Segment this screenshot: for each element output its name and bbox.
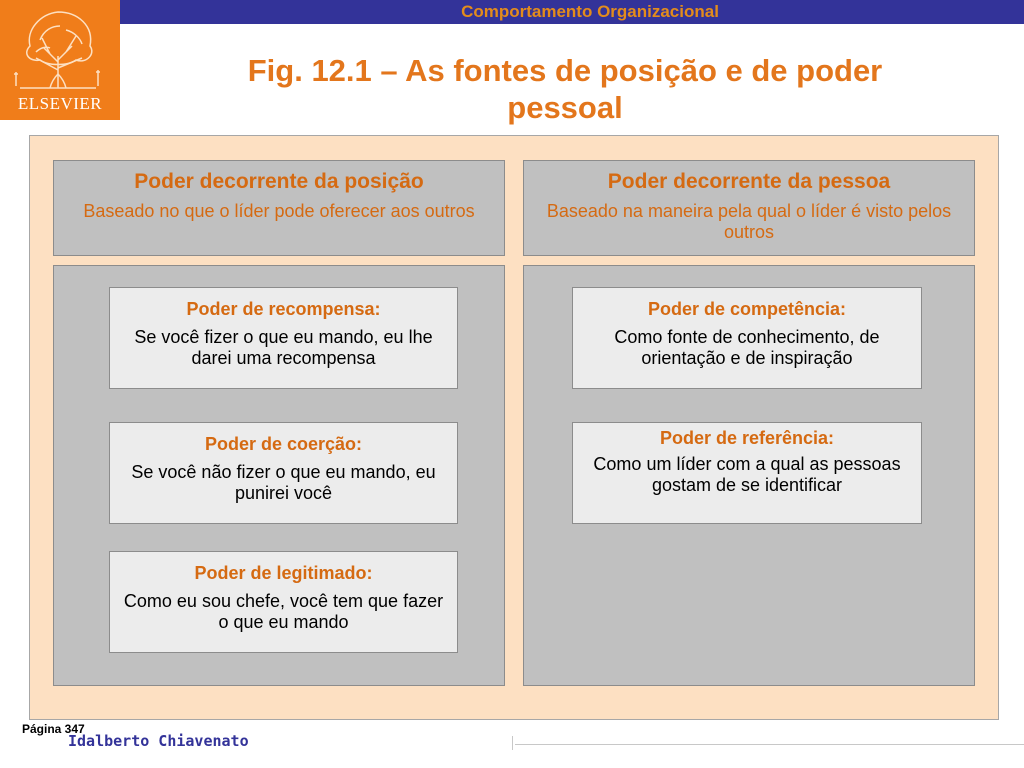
header-bar [0, 0, 1024, 24]
author-name: Idalberto Chiavenato [68, 732, 249, 750]
expert-power-card [572, 287, 922, 389]
footer-divider-tick [512, 736, 513, 750]
footer-divider [515, 744, 1024, 745]
personal-power-subtitle: Baseado na maneira pela qual o líder é visto pelos outros [546, 201, 952, 242]
personal-power-header [523, 160, 975, 256]
figure-title-line-2: pessoal [507, 90, 623, 125]
card-body: Se você fizer o que eu mando, eu lhe darei uma recompensa [134, 327, 433, 368]
position-power-header [53, 160, 505, 256]
coercive-power-card [109, 422, 458, 524]
figure-title [170, 52, 960, 126]
book-title: Comportamento Organizacional [461, 2, 719, 21]
legitimate-power-card [109, 551, 458, 653]
position-power-subtitle: Baseado no que o líder pode oferecer aos outros [83, 201, 475, 221]
card-title: Poder de competência: [647, 299, 847, 319]
figure-title-line-1: Fig. 12.1 – As fontes de posição e de poder [247, 53, 883, 88]
card-title: Poder de legitimado: [194, 563, 373, 583]
card-title: Poder de recompensa: [186, 299, 381, 319]
referent-power-card [572, 422, 922, 524]
card-body: Se você não fizer o que eu mando, eu punirei você [131, 462, 436, 503]
card-body: Como fonte de conhecimento, de orientação e de inspiração [614, 327, 880, 368]
elsevier-logo [0, 0, 120, 120]
page-number: Página 347 [22, 722, 85, 736]
card-body: Como eu sou chefe, você tem que fazer o que eu mando [123, 591, 444, 632]
logo-text: ELSEVIER [17, 94, 103, 113]
card-body: Como um líder com a qual as pessoas gostam de se identificar [593, 454, 901, 495]
reward-power-card [109, 287, 458, 389]
personal-power-title: Poder decorrente da pessoa [607, 170, 891, 193]
card-title: Poder de coerção: [204, 434, 363, 454]
position-power-title: Poder decorrente da posição [134, 170, 424, 193]
card-title: Poder de referência: [659, 428, 835, 448]
